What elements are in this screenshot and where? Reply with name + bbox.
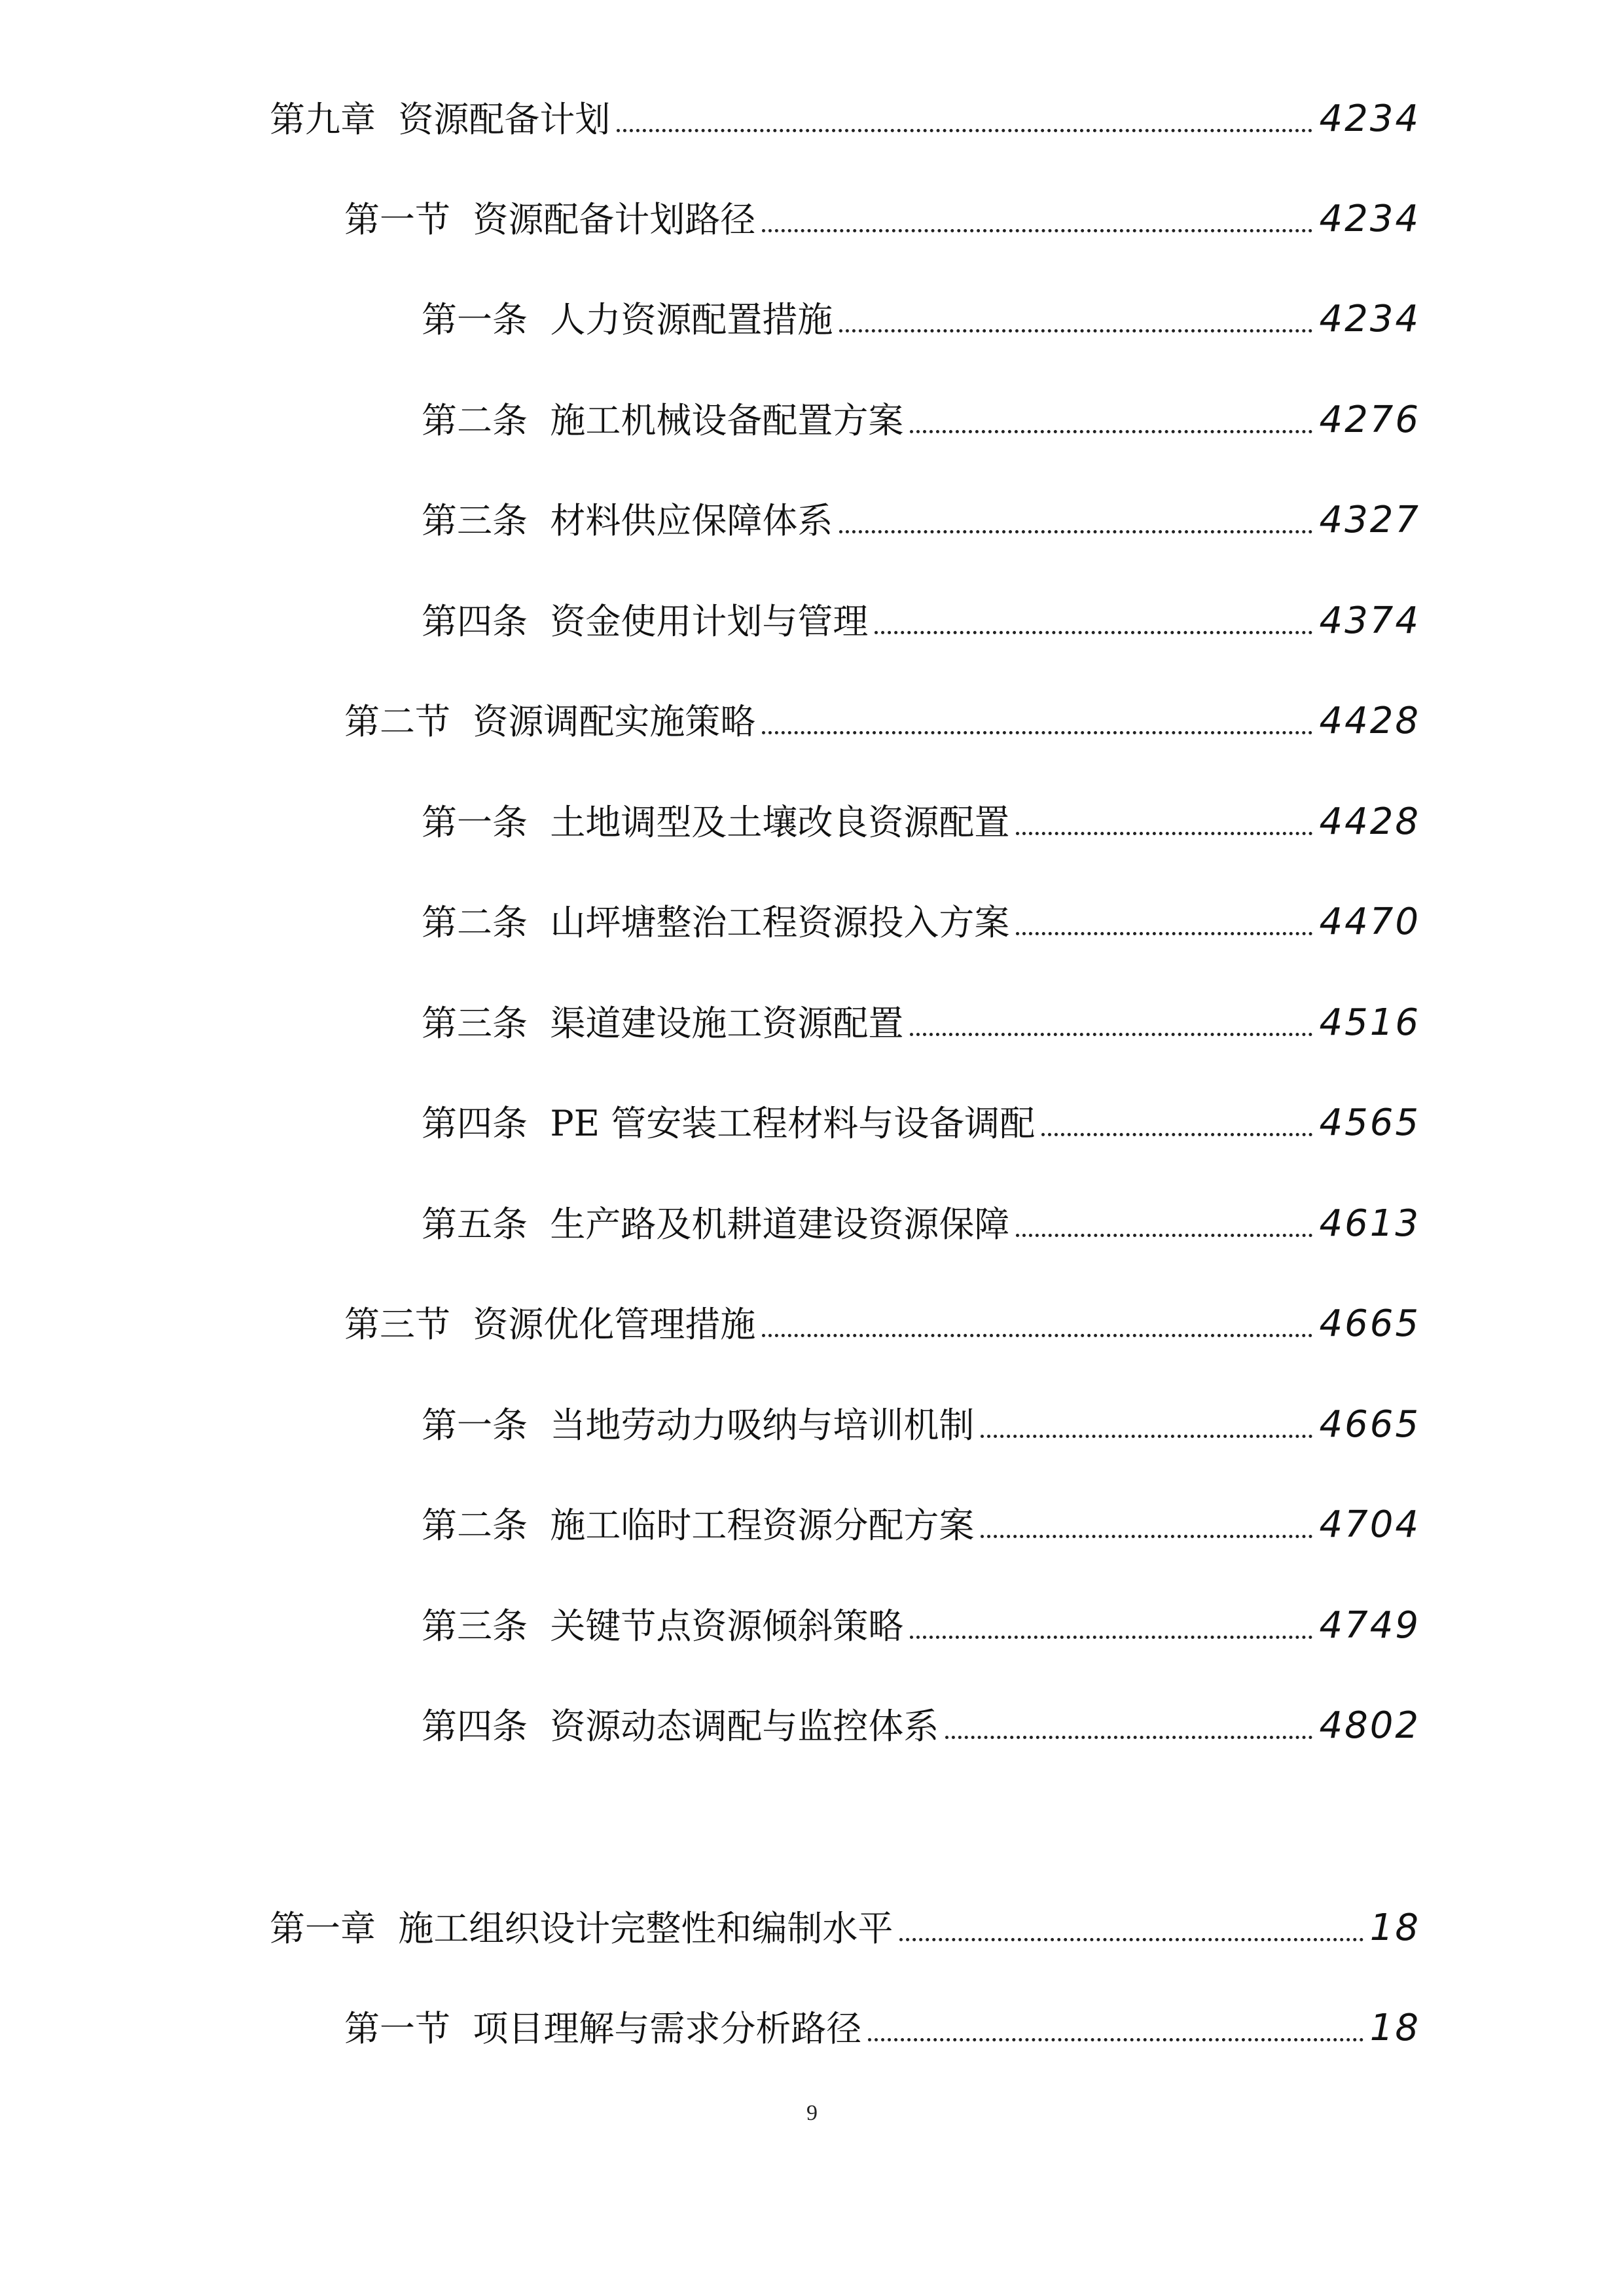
toc-entry[interactable] (422, 1491, 1420, 1546)
toc-entry-title: 第一条 土地调型及土壤改良资源配置 (422, 802, 1010, 843)
toc-entry-title: 第二节 资源调配实施策略 (344, 701, 756, 742)
toc-entry[interactable] (422, 587, 1420, 642)
toc-entry-page: 4234 (1319, 298, 1420, 340)
toc-entry-title: 第一条 当地劳动力吸纳与培训机制 (422, 1405, 975, 1446)
toc-entry-page: 18 (1369, 1907, 1420, 1949)
toc-entry[interactable] (422, 386, 1420, 439)
toc-leader-dots (1016, 832, 1312, 835)
toc-entry-page: 4276 (1319, 399, 1420, 441)
toc-leader-dots (1016, 1234, 1312, 1237)
page-number: 9 (806, 2101, 818, 2125)
toc-entry-title: 第二条 施工机械设备配置方案 (422, 400, 904, 441)
toc-entry[interactable] (422, 1190, 1420, 1245)
toc-entry-page: 18 (1369, 2007, 1420, 2049)
toc-entry[interactable] (422, 1592, 1420, 1647)
toc-entry[interactable] (344, 1290, 1420, 1345)
toc-leader-dots (839, 530, 1312, 533)
toc-entry-title: 第九章 资源配备计划 (270, 99, 611, 140)
toc-entry[interactable] (422, 1692, 1420, 1747)
toc-entry-title: 第二条 山坪塘整治工程资源投入方案 (422, 902, 1010, 943)
toc-entry-page: 4470 (1319, 901, 1420, 943)
toc-entry[interactable] (344, 185, 1420, 238)
toc-entry-page: 4516 (1319, 1001, 1420, 1044)
toc-leader-dots (910, 430, 1312, 433)
toc-leader-dots (1016, 932, 1312, 935)
toc-entry-page: 4665 (1319, 1302, 1420, 1345)
toc-entry-title: 第四条 资源动态调配与监控体系 (422, 1706, 939, 1747)
toc-entry-page: 4428 (1319, 800, 1420, 843)
toc-leader-dots (868, 2038, 1363, 2041)
toc-entry-page: 4374 (1319, 600, 1420, 642)
toc-entry-title: 第三条 材料供应保障体系 (422, 500, 833, 541)
toc-leader-dots (981, 1435, 1312, 1438)
toc-entry-page: 4565 (1319, 1102, 1420, 1144)
toc-leader-dots (617, 129, 1312, 132)
toc-entry-title: 第一条 人力资源配置措施 (422, 299, 833, 340)
toc-entry[interactable] (270, 1894, 1420, 1949)
toc-entry-title: 第五条 生产路及机耕道建设资源保障 (422, 1204, 1010, 1245)
toc-entry-title: 第二条 施工临时工程资源分配方案 (422, 1505, 975, 1546)
toc-entry[interactable] (422, 285, 1420, 338)
toc-entry[interactable] (344, 1994, 1420, 2047)
toc-leader-dots (762, 229, 1312, 232)
toc-leader-dots (762, 1334, 1312, 1337)
toc-entry-page: 4802 (1319, 1704, 1420, 1747)
toc-entry-page: 4428 (1319, 700, 1420, 742)
toc-entry[interactable] (422, 989, 1420, 1044)
toc-leader-dots (839, 329, 1312, 332)
toc-entry[interactable] (422, 1089, 1420, 1144)
toc-entry-title: 第三条 关键节点资源倾斜策略 (422, 1605, 904, 1647)
toc-leader-dots (981, 1535, 1312, 1538)
toc-entry-title: 第四条 PE 管安装工程材料与设备调配 (422, 1103, 1036, 1144)
toc-entry[interactable] (422, 788, 1420, 843)
toc-leader-dots (910, 1033, 1312, 1036)
toc-entry-page: 4613 (1319, 1202, 1420, 1245)
toc-entry-title: 第一章 施工组织设计完整性和编制水平 (270, 1908, 893, 1949)
toc-entry-title: 第一节 项目理解与需求分析路径 (344, 2008, 862, 2049)
toc-entry-page: 4749 (1319, 1604, 1420, 1647)
toc-entry-title: 第三节 资源优化管理措施 (344, 1304, 756, 1345)
toc-entry-title: 第三条 渠道建设施工资源配置 (422, 1003, 904, 1044)
toc-entry[interactable] (422, 888, 1420, 941)
toc-entry[interactable] (422, 1391, 1420, 1446)
toc-leader-dots (899, 1938, 1363, 1941)
toc-entry-page: 4234 (1319, 98, 1420, 140)
toc-entry[interactable] (344, 687, 1420, 740)
toc-entry-title: 第一节 资源配备计划路径 (344, 199, 756, 240)
toc-entry-page: 4327 (1319, 499, 1420, 541)
toc-leader-dots (945, 1736, 1312, 1739)
toc-leader-dots (1041, 1133, 1312, 1136)
toc-entry-title: 第四条 资金使用计划与管理 (422, 601, 869, 642)
toc-entry-page: 4704 (1319, 1503, 1420, 1546)
toc-entry-page: 4665 (1319, 1403, 1420, 1446)
toc-entry[interactable] (270, 85, 1420, 140)
toc-entry[interactable] (422, 486, 1420, 539)
toc-leader-dots (875, 631, 1312, 634)
toc-entry-page: 4234 (1319, 198, 1420, 240)
toc-leader-dots (910, 1636, 1312, 1639)
toc-leader-dots (762, 731, 1312, 734)
